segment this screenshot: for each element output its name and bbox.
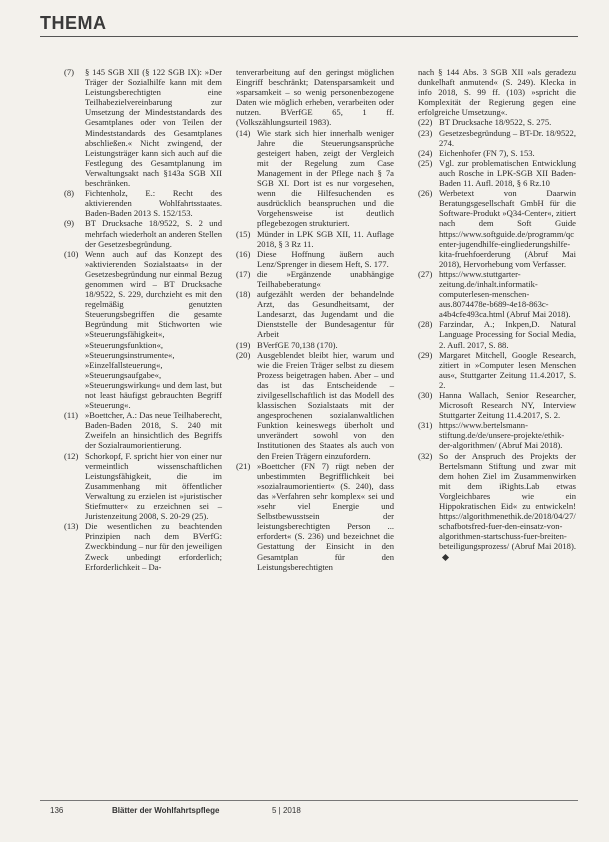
- footnote-text: Die wesentlichen zu beachtenden Prinzipien nach dem BVerfG: Zweckbindung – nur für den jeweiligen Zweck unbedingt erforderlich; Erforderlichkeit – Da-: [85, 521, 222, 572]
- footnote-text: Eichenhofer (FN 7), S. 153.: [439, 147, 535, 158]
- footnote-text: BVerfGE 70,138 (170).: [257, 339, 338, 350]
- notes-column-3: [418, 67, 576, 562]
- footnote-text: https://www.bertelsmann-stiftung.de/de/unsere-projekte/ethik-der-algorithmen/ (Abruf Mai 2018).: [439, 420, 565, 451]
- footnote-text: https://www.stuttgarter-zeitung.de/inhalt.informatik-computerlesen-menschen-aus.8074478e-b689-4e18-863c-a4b4cfe493ca.html (Abruf Mai 2018).: [439, 268, 571, 320]
- footnote: [418, 148, 576, 158]
- footnote-number: (22): [418, 117, 433, 128]
- footnote-text: Hanna Wallach, Senior Researcher, Microsoft Research NY, Interview Stuttgarter Zeitung 11.4.2017, S. 2.: [439, 390, 576, 421]
- footnote: [418, 158, 576, 188]
- footnote-number: (13): [64, 521, 79, 532]
- footnote: [64, 218, 222, 248]
- footnote-text: Werbetext von Daarwin Beratungsgesellschaft GmbH für die Software-Produkt »Q34-Center«, zitiert nach dem Soft Guide https://www.softguide.de/programm/qcenter-jugendhilfe-eingliederungshilfe-kita-fruehfoerderung (Abruf Mai 2018), Hervorhebung vom Verfasser.: [439, 188, 576, 269]
- notes-column-2: [236, 67, 394, 572]
- footnote: [236, 249, 394, 269]
- footnote-text: Fichtenholz, E.: Recht des aktivierenden Wohlfahrtsstaates. Baden-Baden 2013 S. 152/153.: [85, 188, 222, 219]
- footnote-text: § 145 SGB XII (§ 122 SGB IX): »Der Träger der Sozialhilfe kann mit dem Leistungsberechtigten eine Teilhabezielvereinbarung zur Umsetzung der Mindeststandards des Gesamtplanes oder von Teilen der Mindeststandards des Gesamtplanes abschließen.« Nicht zwingend, der Leistungsträger kann sich auch auf die Festlegung des Gesamtplanung im Verwaltungsakt nach §143a SGB XII beschränken.: [85, 67, 222, 189]
- footnote-number: (18): [236, 289, 251, 300]
- footnote: [418, 420, 576, 450]
- footnote: [236, 340, 394, 350]
- footnote-number: (30): [418, 390, 433, 400]
- footnote-text: Wie stark sich hier innerhalb weniger Jahre die Steuerungsansprüche gesteigert haben, zeigt der Vergleich mit der Regelung zum Case Management in der Pflege nach § 7a SGB XI. Dort ist es nur vorgesehen, wenn die Hilfesuchenden es ausdrücklich beanspruchen und die Vorgehensweise ist deutlich pflegebezogen strukturiert.: [257, 127, 394, 229]
- footnote-number: (12): [64, 450, 79, 461]
- footnote: [418, 188, 576, 269]
- footnote-continuation: nach § 144 Abs. 3 SGB XII »als geradezu dunkelhaft anmutend« (S. 249). Klecka in info 2018, S. 99 ff. (103) »spricht die Komplexität der Regierung gegen eine erfolgreiche Umsetzung«.: [418, 67, 576, 118]
- footnote: [236, 128, 394, 229]
- section-title: THEMA: [40, 13, 107, 33]
- end-of-article-mark: [442, 553, 449, 560]
- footnote-number: (10): [64, 248, 79, 259]
- footnote-text-body: So der Anspruch des Projekts der Bertelsmann Stiftung und zwar mit dem hohen Ziel im Zusammenwirken mit dem iRights.Lab etwas Vorgleichbares wie ein Hippokratischen Eid« zu entwickeln! https://algorithmenethik.de/2018/04/27/schafbotsfred-fuer-den-einsatz-von-algorithmen-startschuss-fuer-breiten-beteiligungsprozess/ (Abruf Mai 2018).: [439, 450, 576, 552]
- footnote: [64, 67, 222, 188]
- footnote-text: Wenn auch auf das Konzept des »aktivierenden Sozialstaats« in der Gesetzesbegründung nur einmal Bezug genommen wird – BT Drucksache 18/9522, S. 229, durchzieht es mit den regelmäßig genutzten Steuerungsbegriffen die gesamte Begründung mit Stichworten wie »Steuerungsfähigkeit«, »Steuerungsfunktion«, »Steuerungsinstrumente«, »Einzelfallsteuerung«, »Steuerungsaufgabe«, »Steuerungswirkung« und dem last, but not least häufigst gebrauchten Begriff »Steuerung«.: [85, 248, 222, 411]
- footnote: [64, 188, 222, 218]
- footnote-number: (31): [418, 420, 433, 431]
- footnote-continuation: tenverarbeitung auf den geringst möglichen Eingriff beschränkt; Datensparsamkeit und »sparsamkeit – so wenig personenbezogene Daten wie möglich erheben, verarbeiten oder nutzen. BVerfGE 65, 1 ff. (Volkszählungsurteil 1983).: [236, 67, 394, 128]
- footnote-text: »Boettcher (FN 7) rügt neben der unbestimmten Begrifflichkeit bei »sozialraumorientiert« (S. 240), dass das »Verfahren sehr komplex« sei und »sehr viel Energie und Selbstbewusstsein der leistungsberechtigten Person ... erfordert« (S. 236) und bezeichnet die Gestattung der Einsicht in den Gesamtplan für den Leistungsberechtigten: [257, 460, 394, 572]
- footnote-text: Ausgeblendet bleibt hier, warum und wie die Freien Träger selbst zu diesem Prozess beigetragen haben. Aber – und das ist das Entscheidende – zivilgesellschaftlich ist das Modell des klassischen Sozialstaats mit der angesprochenen sozialanwaltlichen Funktion keineswegs überholt und unverändert sowohl von den Institutionen des Staates als auch von den Freien Trägern einzufordern.: [257, 349, 394, 461]
- footnote-text: BT Drucksache 18/9522, S. 275.: [439, 117, 552, 128]
- footnote-text: Vgl. zur problematischen Entwicklung auch Rosche in LPK-SGB XII Baden-Baden 11. Aufl. 2018, § 6 Rz.10: [439, 157, 576, 189]
- footnote: [64, 451, 222, 522]
- footnote-number: (14): [236, 127, 251, 138]
- footnote: [418, 128, 576, 148]
- footnote-number: (28): [418, 319, 433, 330]
- footnote: [418, 117, 576, 127]
- footnote: [64, 410, 222, 450]
- footnote: [418, 319, 576, 349]
- notes-column-1: [64, 67, 222, 572]
- footnote-number: (15): [236, 228, 251, 239]
- footnote-number: (23): [418, 127, 433, 138]
- footnote-number: (25): [418, 157, 433, 168]
- footnote: [418, 269, 576, 319]
- footnote: [418, 451, 576, 562]
- footnote-number: (11): [64, 410, 78, 421]
- footnote: [236, 461, 394, 572]
- footnote-text: Schorkopf, F. spricht hier von einer nur vermeintlich wissenschaftlichen Leistungsfähigkeit, die im Zusammenhang mit öffentlicher Verwaltung zu erzielen ist »juristischer Stiefmutter« zu erzeichnen sei – Juristenzeitung 2008, S. 20-29 (25).: [85, 450, 222, 522]
- footnote-number: (19): [236, 339, 251, 350]
- footnote-number: (17): [236, 268, 251, 279]
- footnote: [418, 350, 576, 390]
- footnote-number: (16): [236, 248, 251, 259]
- footnote: [236, 229, 394, 249]
- footnote: [236, 269, 394, 289]
- footnote: [64, 521, 222, 571]
- footnote-number: (32): [418, 450, 433, 461]
- issue-number: 5 | 2018: [272, 806, 301, 815]
- footnote-text: Münder in LPK SGB XII, 11. Auflage 2018, § 3 Rz 11.: [257, 228, 394, 249]
- footnote-text: Margaret Mitchell, Google Research, zitiert in »Computer lesen Menschen aus«, Stuttgarter Zeitung 11.4.2017, S. 2.: [439, 349, 576, 390]
- footnote-text: Gesetzesbegründung – BT-Dr. 18/9522, 274.: [439, 127, 576, 148]
- footnote-text: die »Ergänzende unabhängige Teilhabeberatung«: [257, 268, 394, 289]
- footnote: [64, 249, 222, 411]
- footnote: [236, 350, 394, 461]
- footnote-text: Farzindar, A.; Inkpen,D. Natural Language Processing for Social Media, 2. Aufl. 2017, S. 88.: [439, 319, 576, 350]
- footnote-text: »Boettcher, A.: Das neue Teilhaberecht, Baden-Baden 2018, S. 240 mit Zweifeln an hinsichtlich des Begriffs der Sozialraumorientierung.: [85, 410, 222, 451]
- footnote-number: (27): [418, 268, 433, 279]
- footnote-number: (20): [236, 349, 251, 360]
- page-footer: [40, 800, 578, 823]
- page-number: 136: [50, 806, 64, 815]
- footnote-text: [439, 451, 576, 562]
- footnote: [236, 289, 394, 339]
- footnote: [418, 390, 576, 420]
- footnote-text: aufgezählt werden der behandelnde Arzt, das Gesundheitsamt, der Landesarzt, das Jugendamt und die Dienststelle der Bundesagentur für Arbeit: [257, 289, 394, 340]
- footnote-number: (29): [418, 349, 433, 360]
- section-header: [40, 10, 578, 37]
- footnote-number: (7): [64, 67, 75, 77]
- footnote-number: (8): [64, 188, 75, 199]
- footnote-text: Diese Hoffnung äußern auch Lenz/Sprenger in diesem Heft, S. 177.: [257, 248, 394, 269]
- footnote-number: (24): [418, 147, 433, 158]
- footnote-number: (26): [418, 188, 433, 199]
- footnote-text: BT Drucksache 18/9522, S. 2 und mehrfach wiederholt an anderen Stellen der Gesetzesbegründung.: [85, 218, 222, 249]
- journal-name: Blätter der Wohlfahrtspflege: [112, 806, 220, 815]
- footnote-number: (9): [64, 218, 75, 229]
- footnote-number: (21): [236, 460, 251, 471]
